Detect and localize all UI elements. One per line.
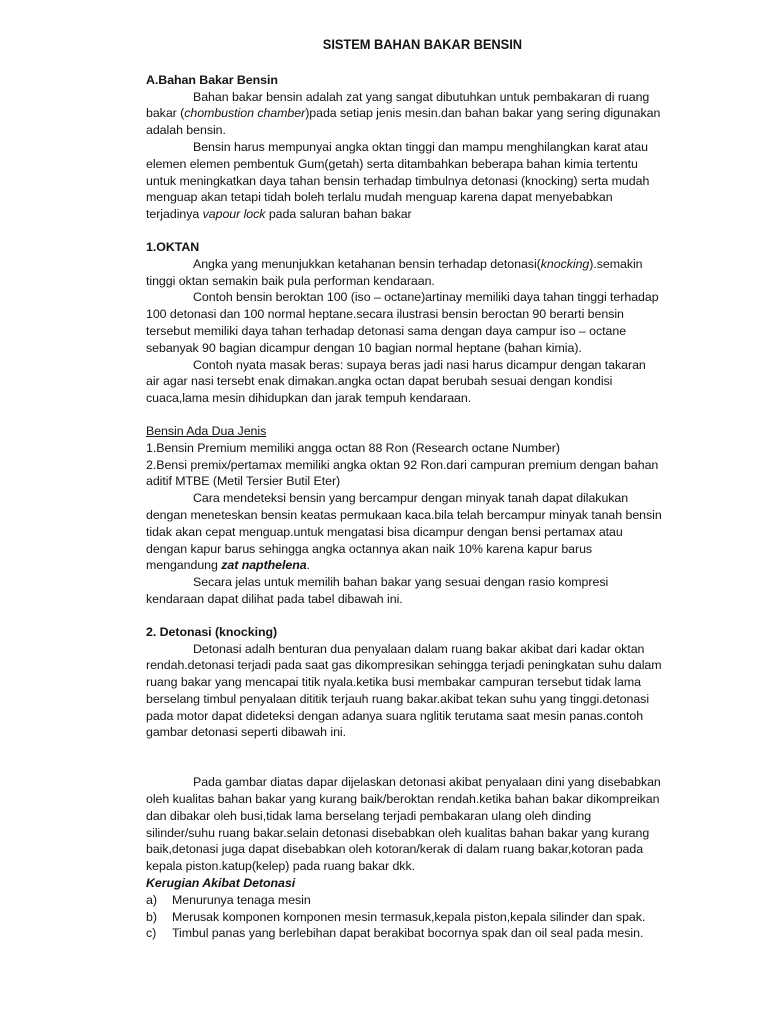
- section-detonasi-heading: 2. Detonasi (knocking): [146, 624, 278, 639]
- section-detonasi-paragraph-1: Detonasi adalh benturan dua penyalaan dalam ruang bakar akibat dari kadar oktan rendah.detonasi terjadi pada saat gas dikompresikan sehingga terjadi peningkatan suhu dalam ruang bakar yang mencapai titik nyala.ketika busi membakar campuran tersebut tidak lama berselang timbul penyalaan dititik terjauh ruang bakar.akibat tekan suhu yang tinggi.detonasi pada motor dapat dideteksi dengan adanya suara nglitik terutama saat mesin panas.contoh gambar detonasi seperti dibawah ini.: [146, 641, 662, 740]
- section-a-heading: A.Bahan Bakar Bensin: [146, 72, 278, 87]
- bensin-jenis-item-1: 1.Bensin Premium memiliki angga octan 88 Ron (Research octane Number): [146, 440, 560, 455]
- kerugian-item-c: c) Timbul panas yang berlebihan dapat berakibat bocornya spak dan oil seal pada mesin.: [146, 926, 644, 941]
- section-a-paragraph-1: Bahan bakar bensin adalah zat yang sangat dibutuhkan untuk pembakaran di ruang bakar (chombustion chamber)pada setiap jenis mesin.dan bahan bakar yang sering digunakan adalah bensin.: [146, 89, 661, 138]
- kerugian-heading: Kerugian Akibat Detonasi: [146, 876, 296, 891]
- bensin-jenis-paragraph-1: Cara mendeteksi bensin yang bercampur dengan minyak tanah dapat dilakukan dengan meneteskan bensin keatas permukaan kaca.bila telah bercampur minyak tanah bensin tidak akan cepat menguap.untuk mengatasi bisa dicampur dengan bensi pertamax atau dengan kapur barus sehingga angka octannya akan naik 10% karena kapur barus mengandung zat napthelena.: [146, 491, 662, 573]
- bensin-jenis-paragraph-2: Secara jelas untuk memilih bahan bakar yang sesuai dengan rasio kompresi kendaraan dapat dilihat pada tabel dibawah ini.: [146, 575, 609, 606]
- kerugian-item-b: b) Merusak komponen komponen mesin termasuk,kepala piston,kepala silinder dan spak.: [146, 909, 646, 924]
- kerugian-item-a: a) Menurunya tenaga mesin: [146, 892, 311, 907]
- section-oktan-paragraph-3: Contoh nyata masak beras: supaya beras jadi nasi harus dicampur dengan takaran air agar nasi tersebt enak dimakan.angka octan dapat berubah sesuai dengan kondisi cuaca,lama mesin dihidupkan dan jarak tempuh kendaraan.: [146, 357, 646, 406]
- document-title: SISTEM BAHAN BAKAR BENSIN: [322, 36, 523, 52]
- section-detonasi-paragraph-2: Pada gambar diatas dapar dijelaskan detonasi akibat penyalaan dini yang disebabkan oleh kualitas bahan bakar yang kurang baik/beroktan rendah.ketika bahan bakar dikompreikan dan dibakar oleh busi,tidak lama berselang terjadi pembakaran ulang oleh dinding silinder/suhu ruang bakar.selain detonasi disebabkan oleh kualitas bahan bakar yang kurang baik,detonasi juga dapat disebabkan oleh kotoran/kerak di dalam ruang bakar,kotoran pada kepala piston.katup(kelep) pada ruang bakar dkk.: [146, 775, 661, 874]
- bensin-jenis-item-2: 2.Bensi premix/pertamax memiliki angka oktan 92 Ron.dari campuran premium dengan bahan aditif MTBE (Metil Tersier Butil Eter): [146, 457, 659, 489]
- section-oktan-paragraph-2: Contoh bensin beroktan 100 (iso – octane)artinay memiliki daya tahan tinggi terhadap 100 detonasi dan 100 normal heptane.secara ilustrasi bensin beroctan 90 berarti bensin tersebut memiliki daya tahan terhadap detonasi sama dengan daya campur iso – octane sebanyak 90 bagian dicampur dengan 10 bagian normal heptane (bahan kimia).: [146, 290, 659, 355]
- section-oktan-paragraph-1: Angka yang menunjukkan ketahanan bensin terhadap detonasi(knocking).semakin tinggi oktan semakin baik pula performan kendaraan.: [146, 256, 643, 288]
- bensin-jenis-heading: Bensin Ada Dua Jenis: [146, 423, 267, 438]
- section-a-paragraph-2: Bensin harus mempunyai angka oktan tinggi dan mampu menghilangkan karat atau elemen elemen pembentuk Gum(getah) serta ditambahkan beberapa bahan kimia tertentu untuk meningkatkan daya tahan bensin terhadap timbulnya detonasi (knocking) serta mudah menguap akan tetapi tidah boleh terlalu mudah menguap karena dapat menyebabkan terjadinya vapour lock pada saluran bahan bakar: [146, 139, 650, 222]
- section-oktan-heading: 1.OKTAN: [146, 239, 200, 254]
- document-page: [146, 36, 662, 942]
